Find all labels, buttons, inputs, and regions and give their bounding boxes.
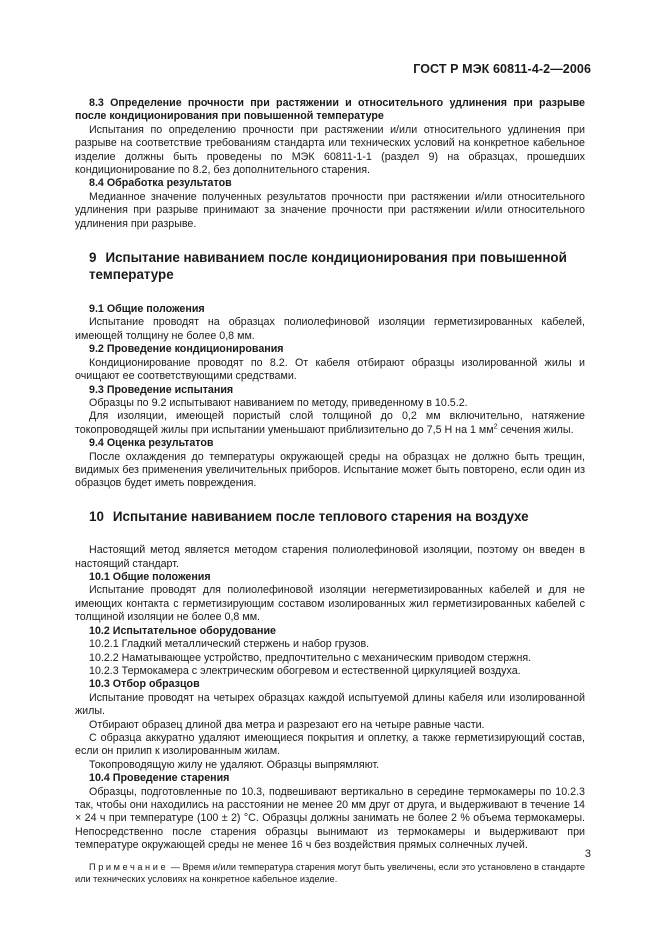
section-9-number: 9 — [89, 250, 97, 266]
subsection-8-4-text: Медианное значение полученных результатов прочности при растяжении и/или относительного удлинения при разрыве принимают за значение прочности при растяжении и/или относительного удлинения при разрыве. — [75, 190, 585, 230]
superscript-2: 2 — [493, 423, 498, 431]
subsection-9-1-title: 9.1 Общие положения — [89, 303, 205, 316]
subsection-10-1-title: 10.1 Общие положения — [89, 571, 211, 584]
subsection-9-3-text2-b: сечения жилы. — [497, 423, 574, 436]
section-10-title — [75, 509, 585, 526]
subsection-9-3-text2 — [75, 410, 585, 437]
subsection-8-3-text: Испытания по определению прочности при растяжении и/или относительного удлинения при разрыве на соответствие требованиям стандарта или технических условий на конкретное кабельное изделие должны быть проведены по МЭК 60811-1-1 (раздел 9) на образцах, прошедших кондиционирование по 8.2, без дополнительного старения. — [75, 123, 585, 177]
section-10-intro: Настоящий метод является методом старения полиолефиновой изоляции, поэтому он введен в настоящий стандарт. — [75, 544, 585, 570]
subsection-10-4-text: Образцы, подготовленные по 10.3, подвешивают вертикально в середине термокамеры по 10.2.3 так, чтобы они находились на расстоянии не менее 20 мм друг от друга, и выдерживают в течение 14 × 24 ч при температуре (100 ± 2) °С. Образцы должны занимать не более 2 % объема термокамеры. Непосредственно после старения образцы вынимают из термокамеры и выдерживают при температуре окружающей среды не менее 16 ч без воздействия прямых солнечных лучей. — [75, 785, 585, 852]
subsection-10-4-title: 10.4 Проведение старения — [89, 772, 230, 785]
section-10-number: 10 — [89, 508, 104, 524]
note-label: Примечание — [89, 861, 169, 872]
document-body — [75, 97, 585, 886]
subsection-9-2-title: 9.2 Проведение кондиционирования — [89, 343, 284, 356]
subsection-10-2-2: 10.2.2 Наматывающее устройство, предпочтительно с механическим приводом стержня. — [89, 651, 532, 664]
note — [75, 861, 585, 886]
subsection-9-4-title: 9.4 Оценка результатов — [89, 437, 214, 450]
subsection-9-4-text: После охлаждения до температуры окружающей среды на образцах не должно быть трещин, видимых без применения увеличительных приборов. Испытание может быть повторено, если один из образцов будет иметь повреждения. — [75, 450, 585, 490]
subsection-10-1-text: Испытание проводят для полиолефиновой изоляции негерметизированных кабелей и для не имеющих контакта с герметизирующим составом изолированных жил герметизированных кабелей с толщиной изоляции не более 0,8 мм. — [75, 584, 585, 624]
section-10-title-text: Испытание навиванием после теплового старения на воздухе — [112, 508, 529, 524]
subsection-10-3-para-4: Токопроводящую жилу не удаляют. Образцы выпрямляют. — [89, 758, 380, 771]
subsection-8-4-title: 8.4 Обработка результатов — [89, 177, 232, 190]
section-9-title-line1: Испытание навиванием после кондиционирования при повышенной — [105, 250, 567, 266]
page-number: 3 — [584, 848, 591, 860]
subsection-8-3-title: 8.3 Определение прочности при растяжении и относительного удлинения при разрыве после кондиционирования при повышенной температуре — [75, 97, 585, 123]
subsection-10-2-3: 10.2.3 Термокамера с электрическим обогревом и естественной циркуляцией воздуха. — [89, 664, 521, 677]
subsection-9-3-text1: Образцы по 9.2 испытывают навиванием по методу, приведенному в 10.5.2. — [89, 396, 468, 409]
subsection-9-2-text: Кондиционирование проводят по 8.2. От кабеля отбирают образцы изолированной жилы и очищают ее соответствующими средствами. — [75, 356, 585, 383]
subsection-9-3-text2-a: Для изоляции, имеющей пористый слой толщиной до 0,2 мм включительно, натяжение токопроводящей жилы при испытании уменьшают приблизительно до 7,5 Н на 1 мм — [75, 410, 585, 436]
section-9-title — [75, 250, 585, 283]
subsection-10-3-para-1: Испытание проводят на четырех образцах каждой испытуемой длины кабеля или изолированной жилы. — [75, 691, 585, 718]
subsection-10-2-1: 10.2.1 Гладкий металлический стержень и набор грузов. — [89, 638, 370, 651]
subsection-9-3-title: 9.3 Проведение испытания — [89, 383, 234, 396]
subsection-9-1-text: Испытание проводят на образцах полиолефиновой изоляции герметизированных кабелей, имеющей толщину не более 0,8 мм. — [75, 316, 585, 342]
standard-header: ГОСТ Р МЭК 60811-4-2—2006 — [413, 62, 591, 76]
subsection-10-2-title: 10.2 Испытательное оборудование — [89, 624, 276, 637]
note-text: — Время и/или температура старения могут быть увеличены, если это установлено в стандарте или технических условиях на конкретное кабельное изделие. — [75, 861, 585, 885]
subsection-10-3-para-2: Отбирают образец длиной два метра и разрезают его на четыре равные части. — [89, 718, 485, 731]
subsection-10-3-title: 10.3 Отбор образцов — [89, 678, 200, 691]
section-9-title-line2: температуре — [89, 266, 174, 282]
subsection-10-3-para-3: С образца аккуратно удаляют имеющиеся покрытия и оплетку, а также герметизирующий состав, если он прилип к изолированным жилам. — [75, 731, 585, 758]
